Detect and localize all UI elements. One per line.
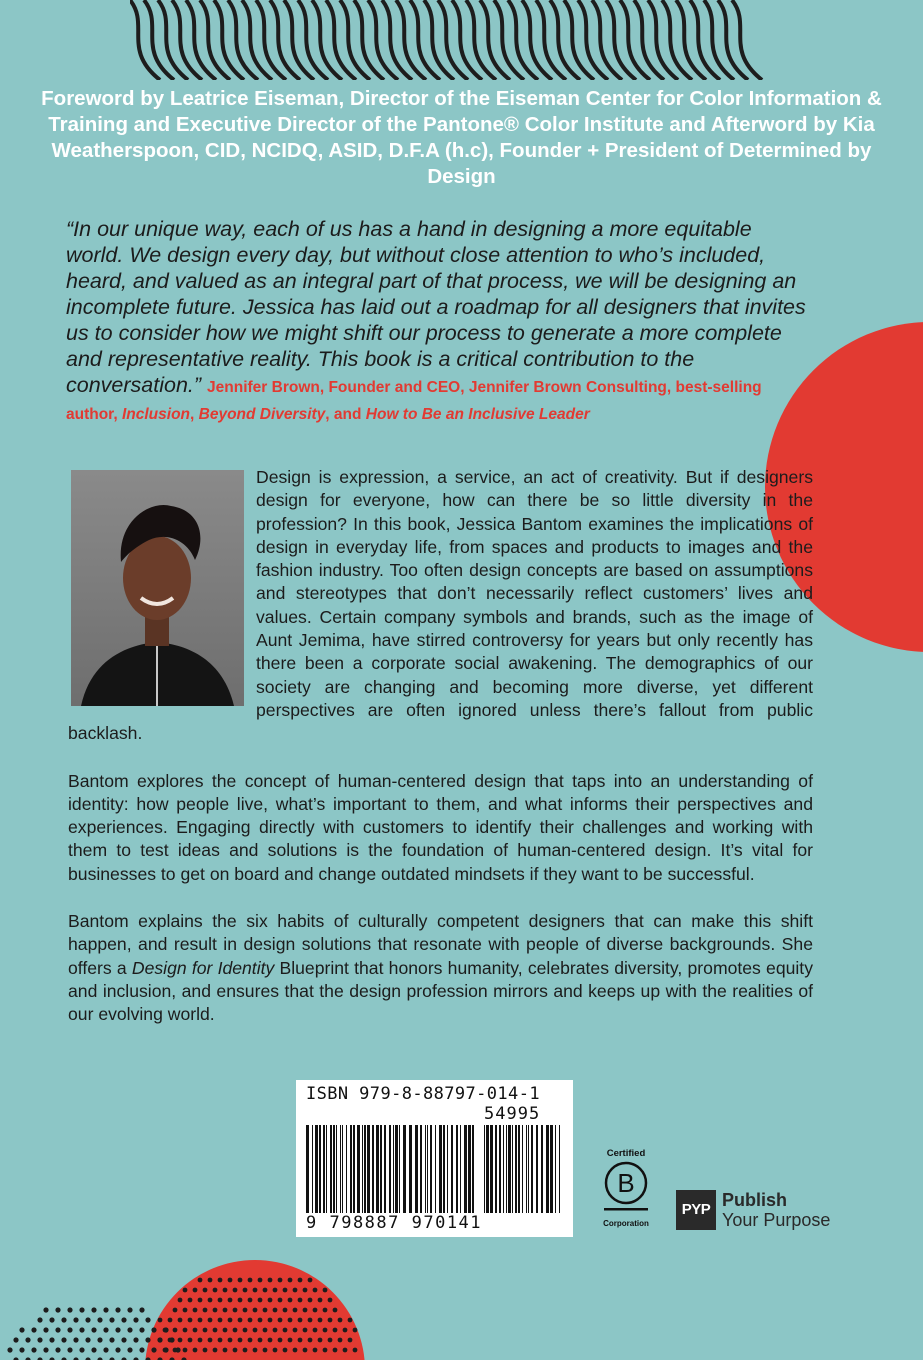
barcode-bar <box>468 1125 471 1213</box>
black-dot <box>121 1337 126 1342</box>
barcode-bar <box>512 1125 513 1213</box>
b-corp-icon <box>598 1159 654 1213</box>
barcode-bar <box>340 1125 341 1213</box>
publisher-logo-mark: PYP <box>676 1190 716 1230</box>
black-dot <box>43 1347 48 1352</box>
sphere-dot <box>228 1338 233 1343</box>
sphere-dot <box>353 1328 358 1333</box>
black-dot <box>127 1327 132 1332</box>
attribution-name: Jennifer Brown, Founder and CEO, Jennifer Brown Consulting, best-selling author, <box>66 379 762 423</box>
barcode-bar <box>326 1125 327 1213</box>
sphere-dot <box>223 1288 228 1293</box>
sphere-dot <box>323 1348 328 1353</box>
barcode-bar <box>315 1125 318 1213</box>
black-dot <box>79 1327 84 1332</box>
book-title-2: Beyond Diversity <box>198 406 326 423</box>
sphere-dot <box>343 1348 348 1353</box>
sphere-dot <box>208 1298 213 1303</box>
barcode-bar <box>364 1125 366 1213</box>
sphere-dot <box>313 1348 318 1353</box>
sphere-dot <box>233 1288 238 1293</box>
sphere-dot <box>308 1318 313 1323</box>
book-title-3: How to Be an Inclusive Leader <box>365 406 590 423</box>
sphere-dot <box>183 1288 188 1293</box>
sphere-dot <box>263 1328 268 1333</box>
sphere-dot <box>253 1288 258 1293</box>
sphere-dot <box>223 1328 228 1333</box>
sphere-dot <box>243 1348 248 1353</box>
black-dot <box>67 1307 72 1312</box>
sphere-dot <box>213 1348 218 1353</box>
sphere-dot <box>313 1308 318 1313</box>
black-dot <box>145 1337 150 1342</box>
barcode-bar <box>376 1125 379 1213</box>
sphere-dot <box>308 1278 313 1283</box>
barcode-bar <box>399 1125 400 1213</box>
barcode-bar <box>333 1125 335 1213</box>
sphere-dot <box>328 1298 333 1303</box>
dotted-spheres-graphic <box>0 1240 420 1360</box>
sphere-dot <box>168 1318 173 1323</box>
barcode-bar <box>536 1125 538 1213</box>
sphere-dot <box>278 1338 283 1343</box>
sphere-dot <box>203 1328 208 1333</box>
barcode-bar <box>420 1125 422 1213</box>
black-dot <box>43 1327 48 1332</box>
barcode-bar <box>372 1125 374 1213</box>
black-dot <box>61 1317 66 1322</box>
sphere-dot <box>178 1298 183 1303</box>
endorsement-quote <box>66 216 812 426</box>
black-dot <box>115 1307 120 1312</box>
barcode-bar <box>306 1125 309 1213</box>
sphere-dot <box>173 1308 178 1313</box>
sphere-dot <box>323 1288 328 1293</box>
barcode-bar <box>484 1125 485 1213</box>
black-dot <box>85 1317 90 1322</box>
barcode-bar <box>430 1125 432 1213</box>
barcode-bar <box>460 1125 461 1213</box>
barcode-bar <box>515 1125 517 1213</box>
paragraph-3-end: Blueprint that honors humanity, celebrates diversity, promotes equity and inclusion, and ensures that the design profession mirrors and keeps up with the realities of our evolving world. <box>68 957 813 1025</box>
bcorp-certified-label: Certified <box>606 1148 646 1159</box>
barcode-bar <box>546 1125 549 1213</box>
sphere-dot <box>263 1348 268 1353</box>
barcode-bar <box>415 1125 418 1213</box>
barcode-bar <box>425 1125 426 1213</box>
sphere-dot <box>268 1298 273 1303</box>
barcode-bar <box>506 1125 507 1213</box>
sphere-dot <box>278 1298 283 1303</box>
sphere-dot <box>178 1338 183 1343</box>
barcode-bar <box>559 1125 560 1213</box>
black-dot <box>121 1317 126 1322</box>
sphere-dot <box>188 1338 193 1343</box>
sphere-dot <box>243 1288 248 1293</box>
bcorp-corporation-label: Corporation <box>603 1219 649 1228</box>
sphere-dot <box>208 1318 213 1323</box>
barcode-bar <box>456 1125 458 1213</box>
sphere-dot <box>338 1318 343 1323</box>
sphere-dot <box>263 1308 268 1313</box>
barcode-bar <box>447 1125 448 1213</box>
black-dot <box>109 1337 114 1342</box>
attribution-separator-2: , and <box>325 406 362 423</box>
black-dot <box>37 1317 42 1322</box>
black-dot <box>79 1347 84 1352</box>
sphere-dot <box>268 1318 273 1323</box>
sphere-dot <box>238 1338 243 1343</box>
black-dot <box>103 1307 108 1312</box>
black-dot <box>43 1307 48 1312</box>
sphere-dot <box>273 1308 278 1313</box>
sphere-dot <box>298 1298 303 1303</box>
barcode-bar <box>393 1125 394 1213</box>
barcode-bar <box>472 1125 474 1213</box>
barcode-bar <box>350 1125 352 1213</box>
sphere-dot <box>293 1348 298 1353</box>
bcorp-letter: B <box>617 1168 635 1198</box>
sphere-dot <box>218 1298 223 1303</box>
barcode-bar <box>503 1125 504 1213</box>
sphere-dot <box>213 1288 218 1293</box>
sphere-dot <box>203 1348 208 1353</box>
sphere-dot <box>248 1278 253 1283</box>
black-dot <box>145 1317 150 1322</box>
sphere-dot <box>313 1288 318 1293</box>
sphere-dot <box>253 1328 258 1333</box>
barcode-bar <box>528 1125 529 1213</box>
black-dot <box>151 1347 156 1352</box>
black-dot <box>37 1337 42 1342</box>
sphere-dot <box>273 1288 278 1293</box>
barcode-bar <box>367 1125 370 1213</box>
description-paragraph-2: Bantom explores the concept of human-centered design that taps into an understanding of identity: how people live, what’s important to them, and what informs their perspectives and experiences. Engaging directly with customers to identify their challenges and working with them to test ideas and solutions is the foundation of human-centered design. It’s vital for businesses to get on board and change outdated mindsets if they want to be successful. <box>68 770 813 884</box>
paragraph-3-start: Bantom explains the six habits of culturally competent designers that can make this shift happen, and result in design solutions that resonate with people of diverse backgrounds. She offers a <box>68 911 813 978</box>
barcode-bar <box>312 1125 313 1213</box>
sphere-dot <box>233 1348 238 1353</box>
barcode-bars <box>306 1125 478 1213</box>
barcode-bar <box>550 1125 553 1213</box>
sphere-dot <box>303 1348 308 1353</box>
barcode-bar <box>395 1125 398 1213</box>
sphere-dot <box>288 1318 293 1323</box>
black-dot <box>49 1337 54 1342</box>
sphere-dot <box>228 1298 233 1303</box>
sphere-dot <box>233 1328 238 1333</box>
sphere-dot <box>263 1288 268 1293</box>
black-dot <box>151 1327 156 1332</box>
black-dot <box>127 1307 132 1312</box>
black-dot <box>133 1337 138 1342</box>
black-dot <box>127 1347 132 1352</box>
black-dot <box>13 1337 18 1342</box>
black-dot <box>139 1327 144 1332</box>
sphere-dot <box>248 1338 253 1343</box>
black-dot <box>19 1347 24 1352</box>
black-dot <box>67 1327 72 1332</box>
barcode-bar <box>522 1125 523 1213</box>
publisher-name <box>722 1190 830 1230</box>
barcode-number: 9 798887 970141 <box>306 1213 483 1233</box>
description-paragraph-1: Design is expression, a service, an act of creativity. But if designers design for everyone, how can there be so little diversity in the profession? In this book, Jessica Bantom examines the implications of design in everyday life, from spaces and products to images and the fashion industry. Too often design concepts are based on assumptions and stereotypes that don’t necessarily reflect customers’ lives and values. Certain company symbols and brands, such as the image of Aunt Jemima, have stirred controversy for years but only recently has there been a corporate social awakening. The demographics of our society are changing and becoming more diverse, yet different perspectives are often ignored unless there’s fallout from public backlash. <box>68 467 813 744</box>
sphere-dot <box>288 1278 293 1283</box>
sphere-dot <box>208 1278 213 1283</box>
sphere-dot <box>178 1318 183 1323</box>
sphere-dot <box>233 1308 238 1313</box>
barcode-bar <box>464 1125 467 1213</box>
barcode-bar <box>490 1125 493 1213</box>
sphere-dot <box>248 1318 253 1323</box>
barcode-bar <box>357 1125 360 1213</box>
sphere-dot <box>318 1318 323 1323</box>
price-code: 54995 <box>484 1104 541 1124</box>
barcode-bar <box>518 1125 520 1213</box>
sphere-dot <box>253 1348 258 1353</box>
barcode-bar <box>531 1125 533 1213</box>
sphere-dot <box>283 1328 288 1333</box>
black-dot <box>115 1347 120 1352</box>
barcode-bar <box>323 1125 325 1213</box>
sphere-dot <box>193 1328 198 1333</box>
sphere-dot <box>193 1308 198 1313</box>
sphere-dot <box>318 1298 323 1303</box>
sphere-dot <box>308 1338 313 1343</box>
barcode-bar <box>486 1125 489 1213</box>
sphere-dot <box>203 1288 208 1293</box>
black-dot <box>31 1347 36 1352</box>
sphere-dot <box>288 1338 293 1343</box>
sphere-dot <box>343 1328 348 1333</box>
barcode-bar <box>443 1125 445 1213</box>
sphere-dot <box>333 1328 338 1333</box>
sphere-dot <box>268 1278 273 1283</box>
sphere-dot <box>223 1348 228 1353</box>
sphere-dot <box>238 1298 243 1303</box>
sphere-dot <box>298 1278 303 1283</box>
sphere-dot <box>258 1298 263 1303</box>
photo-spacer <box>68 466 256 714</box>
sphere-dot <box>228 1318 233 1323</box>
black-dot <box>25 1337 30 1342</box>
barcode-bar <box>435 1125 436 1213</box>
black-dot <box>79 1307 84 1312</box>
barcode-bar <box>380 1125 382 1213</box>
wave-stripe <box>130 0 160 80</box>
isbn-label: ISBN 979-8-88797-014-1 <box>306 1084 540 1104</box>
sphere-dot <box>193 1288 198 1293</box>
sphere-dot <box>183 1308 188 1313</box>
sphere-dot <box>238 1278 243 1283</box>
black-dot <box>85 1337 90 1342</box>
barcode-bar <box>439 1125 442 1213</box>
sphere-dot <box>273 1328 278 1333</box>
barcode-bar <box>353 1125 355 1213</box>
sphere-dot <box>293 1308 298 1313</box>
blueprint-title: Design for Identity <box>131 957 275 978</box>
barcode-bar <box>389 1125 391 1213</box>
sphere-dot <box>218 1278 223 1283</box>
book-description <box>68 466 813 1051</box>
barcode-bar <box>409 1125 412 1213</box>
book-title-1: Inclusion <box>121 406 191 423</box>
sphere-dot <box>348 1318 353 1323</box>
sphere-dot <box>183 1348 188 1353</box>
black-dot <box>55 1347 60 1352</box>
barcode-bar <box>330 1125 332 1213</box>
sphere-dot <box>238 1318 243 1323</box>
black-dot <box>19 1327 24 1332</box>
sphere-dot <box>218 1338 223 1343</box>
black-dot <box>97 1317 102 1322</box>
sphere-dot <box>198 1338 203 1343</box>
black-dot <box>91 1347 96 1352</box>
black-dot <box>115 1327 120 1332</box>
sphere-dot <box>168 1338 173 1343</box>
black-dot <box>73 1337 78 1342</box>
barcode-bar <box>342 1125 343 1213</box>
sphere-dot <box>303 1328 308 1333</box>
sphere-dot <box>353 1348 358 1353</box>
sphere-dot <box>293 1288 298 1293</box>
sphere-dot <box>268 1338 273 1343</box>
sphere-dot <box>333 1308 338 1313</box>
sphere-dot <box>198 1278 203 1283</box>
sphere-dot <box>308 1298 313 1303</box>
sphere-dot <box>188 1298 193 1303</box>
publisher-line-2: Your Purpose <box>722 1210 831 1230</box>
sphere-dot <box>258 1318 263 1323</box>
sphere-dot <box>193 1348 198 1353</box>
barcode-bar <box>526 1125 527 1213</box>
barcode-bar <box>319 1125 321 1213</box>
black-dot <box>55 1307 60 1312</box>
barcode-bar <box>427 1125 428 1213</box>
black-dot <box>31 1327 36 1332</box>
foreword-credits: Foreword by Leatrice Eiseman, Director of the Eiseman Center for Color Information & Training and Executive Director of the Pantone® Color Institute and Afterword by Kia Weatherspoon, CID, NCIDQ, ASID, D.F.A (h.c), Founder + President of Determined by Design <box>41 87 882 188</box>
sphere-dot <box>173 1348 178 1353</box>
sphere-dot <box>298 1338 303 1343</box>
sphere-dot <box>183 1328 188 1333</box>
sphere-dot <box>303 1288 308 1293</box>
black-dot <box>97 1337 102 1342</box>
black-dot <box>73 1317 78 1322</box>
quote-text: “In our unique way, each of us has a hand in designing a more equitable world. We design every day, but without close attention to who’s included, heard, and valued as an integral part of that process, we will be designing an incomplete future. Jessica has laid out a roadmap for all designers that invites us to consider how we might shift our process to generate a more complete and representative reality. This book is a critical contribution to the conversation.” <box>66 217 806 397</box>
black-dot <box>139 1307 144 1312</box>
sphere-dot <box>243 1328 248 1333</box>
sphere-dot <box>243 1308 248 1313</box>
wave-pattern-graphic <box>130 0 790 80</box>
sphere-dot <box>223 1308 228 1313</box>
barcode-bar <box>362 1125 363 1213</box>
black-dot <box>61 1337 66 1342</box>
sphere-dot <box>328 1338 333 1343</box>
sphere-dot <box>283 1348 288 1353</box>
description-paragraph-3 <box>68 910 813 1026</box>
barcode-addon-bars <box>484 1125 564 1213</box>
sphere-dot <box>258 1278 263 1283</box>
sphere-dot <box>283 1308 288 1313</box>
sphere-dot <box>158 1318 163 1323</box>
black-dot <box>133 1317 138 1322</box>
sphere-dot <box>198 1318 203 1323</box>
sphere-dot <box>278 1278 283 1283</box>
certified-b-corp-logo <box>594 1148 658 1228</box>
sphere-dot <box>213 1308 218 1313</box>
sphere-dot <box>318 1338 323 1343</box>
sphere-dot <box>163 1348 168 1353</box>
sphere-dot <box>188 1318 193 1323</box>
black-dot <box>55 1327 60 1332</box>
sphere-dot <box>198 1298 203 1303</box>
barcode-bar <box>403 1125 406 1213</box>
attribution-separator-1: , <box>190 406 195 423</box>
isbn-barcode <box>296 1080 573 1237</box>
sphere-dot <box>203 1308 208 1313</box>
sphere-dot <box>323 1328 328 1333</box>
sphere-dot <box>313 1328 318 1333</box>
sphere-dot <box>158 1338 163 1343</box>
sphere-dot <box>283 1288 288 1293</box>
sphere-dot <box>273 1348 278 1353</box>
black-dot <box>67 1347 72 1352</box>
barcode-bar <box>495 1125 497 1213</box>
sphere-dot <box>253 1308 258 1313</box>
black-dot <box>91 1327 96 1332</box>
sphere-dot <box>348 1338 353 1343</box>
sphere-dot <box>333 1348 338 1353</box>
sphere-dot <box>163 1328 168 1333</box>
barcode-bar <box>451 1125 453 1213</box>
barcode-bar <box>555 1125 556 1213</box>
sphere-dot <box>258 1338 263 1343</box>
barcode-bar <box>508 1125 511 1213</box>
barcode-bar <box>541 1125 543 1213</box>
black-dot <box>103 1347 108 1352</box>
sphere-dot <box>323 1308 328 1313</box>
black-dot <box>103 1327 108 1332</box>
barcode-bar <box>499 1125 501 1213</box>
sphere-dot <box>208 1338 213 1343</box>
sphere-dot <box>173 1328 178 1333</box>
black-dot <box>139 1347 144 1352</box>
sphere-dot <box>248 1298 253 1303</box>
sphere-dot <box>293 1328 298 1333</box>
black-dot <box>49 1317 54 1322</box>
sphere-dot <box>303 1308 308 1313</box>
barcode-bar <box>384 1125 386 1213</box>
sphere-dot <box>213 1328 218 1333</box>
black-dot <box>91 1307 96 1312</box>
publisher-line-1: Publish <box>722 1190 788 1210</box>
sphere-dot <box>228 1278 233 1283</box>
sphere-dot <box>278 1318 283 1323</box>
sphere-dot <box>218 1318 223 1323</box>
sphere-dot <box>288 1298 293 1303</box>
sphere-dot <box>298 1318 303 1323</box>
black-dot <box>7 1347 12 1352</box>
sphere-dot <box>328 1318 333 1323</box>
barcode-bar <box>346 1125 347 1213</box>
sphere-dot <box>338 1338 343 1343</box>
barcode-bar <box>336 1125 337 1213</box>
black-dot <box>109 1317 114 1322</box>
